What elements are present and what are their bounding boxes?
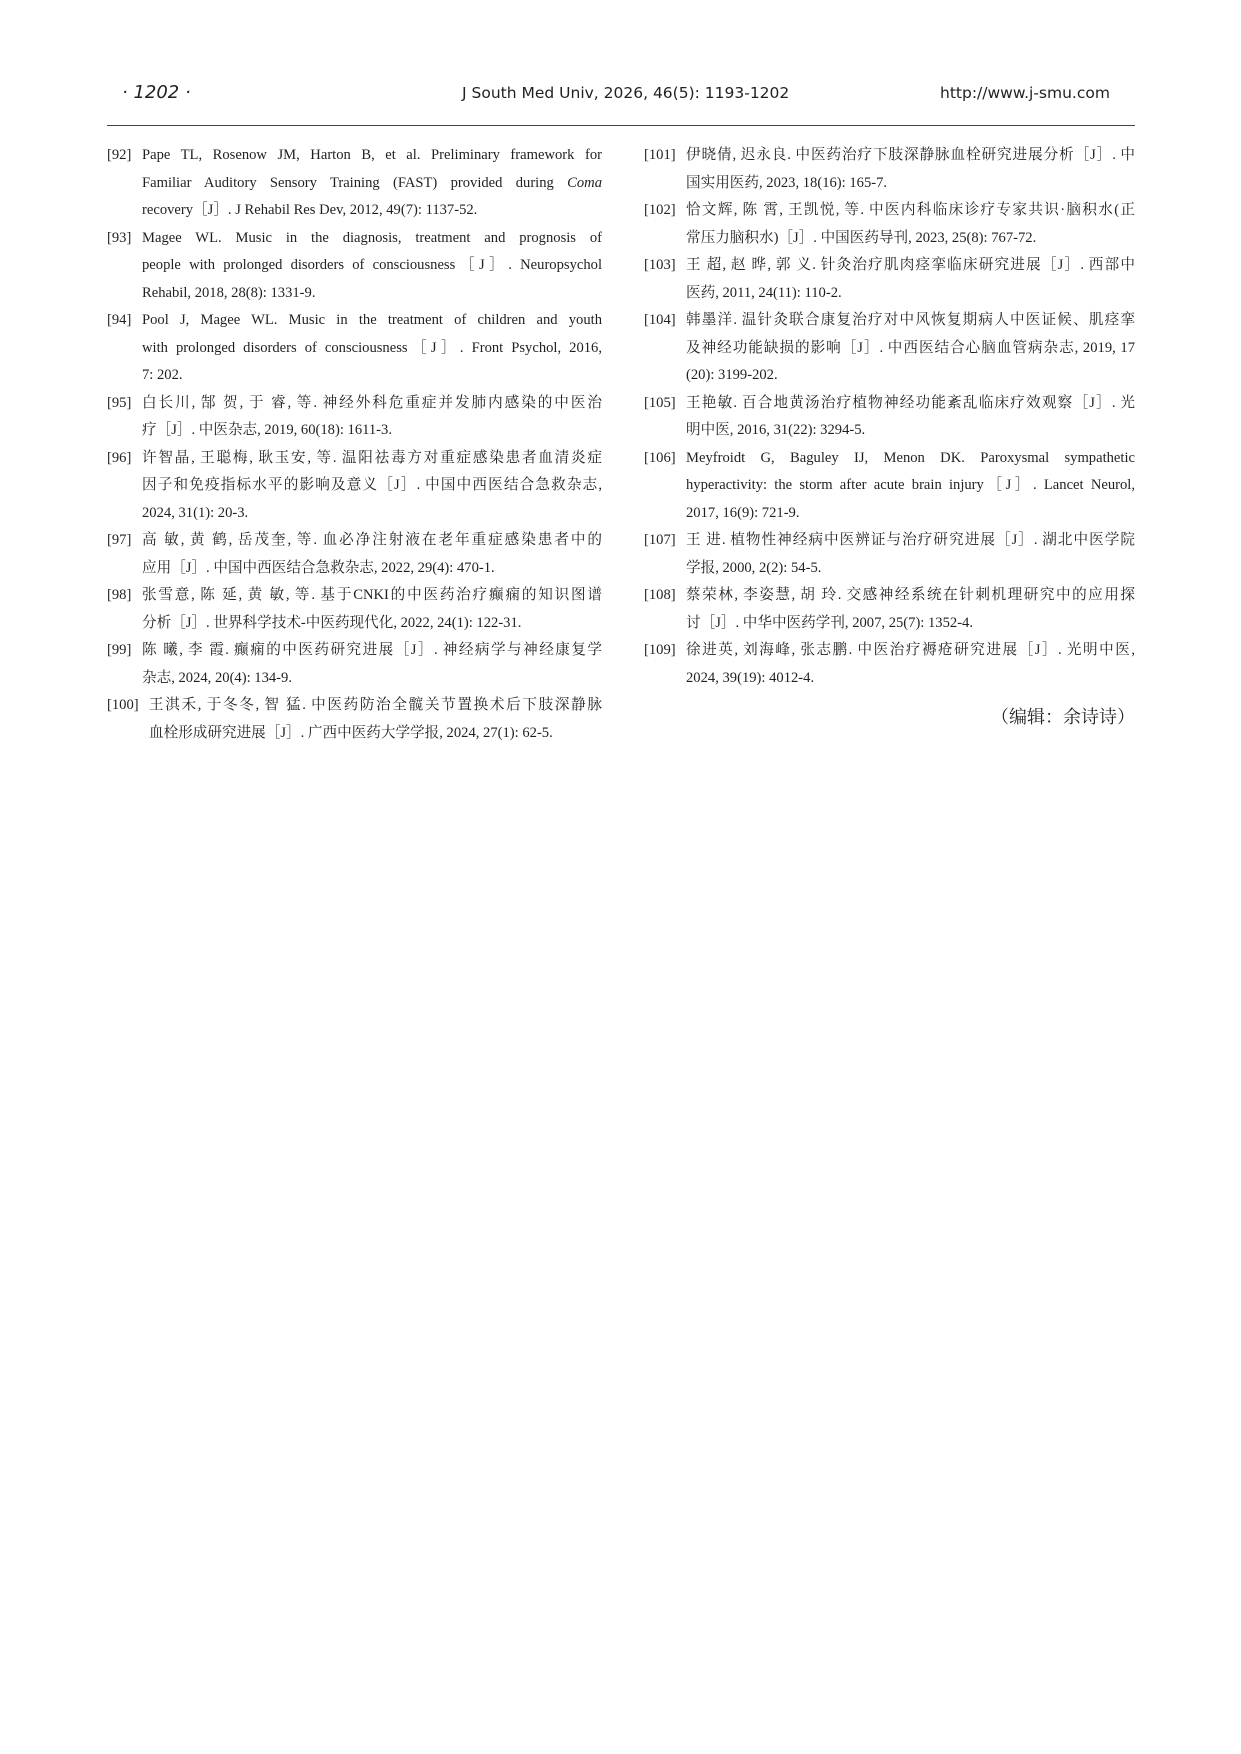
reference-item — [107, 390, 602, 445]
reference-line: (20): 3199-202. — [686, 367, 778, 383]
reference-line: 及神经功能缺损的影响［J］. 中西医结合心脑血管病杂志, 2019, 17 — [686, 339, 1135, 356]
reference-italic-term: Coma — [567, 174, 602, 191]
reference-line: 应用［J］. 中国中西医结合急救杂志, 2022, 29(4): 470-1. — [142, 559, 495, 576]
reference-number: [93] — [107, 229, 132, 246]
reference-number: [109] — [644, 642, 676, 658]
reference-line: 蔡荣林, 李姿慧, 胡 玲. 交感神经系统在针刺机理研究中的应用探 — [686, 587, 1135, 603]
reference-line: 分析［J］. 世界科学技术-中医药现代化, 2022, 24(1): 122-31. — [142, 614, 522, 631]
reference-line: people with prolonged disorders of consciousness［J］. Neuropsychol — [142, 257, 602, 273]
reference-number: [94] — [107, 312, 132, 328]
editor-note: （编辑：余诗诗） — [991, 707, 1135, 728]
reference-item — [107, 637, 602, 692]
reference-line: 伊晓倩, 迟永良. 中医药治疗下肢深静脉血栓研究进展分析［J］. 中 — [686, 147, 1135, 163]
reference-number: [98] — [107, 587, 132, 603]
reference-item — [644, 307, 1135, 390]
reference-line: 国实用医药, 2023, 18(16): 165-7. — [686, 174, 888, 191]
reference-number: [108] — [644, 587, 676, 603]
reference-item — [644, 445, 1135, 528]
reference-number: [102] — [644, 202, 676, 218]
reference-line: 2024, 39(19): 4012-4. — [686, 669, 815, 686]
reference-line: 7: 202. — [142, 367, 183, 383]
header-rule — [107, 125, 1135, 126]
reference-line: 王 超, 赵 晔, 郭 义. 针灸治疗肌肉痉挛临床研究进展［J］. 西部中 — [686, 257, 1135, 273]
reference-line: 医药, 2011, 24(11): 110-2. — [686, 284, 842, 301]
page-number: · 1202 · — [122, 82, 191, 103]
reference-column-left — [107, 142, 602, 747]
reference-item — [107, 307, 602, 390]
reference-line: 因子和免疫指标水平的影响及意义［J］. 中国中西医结合急救杂志, — [142, 477, 602, 493]
reference-item — [107, 582, 602, 637]
reference-line: 张雪意, 陈 延, 黄 敏, 等. 基于CNKI的中医药治疗癫痫的知识图谱 — [142, 587, 602, 603]
reference-line: 徐进英, 刘海峰, 张志鹏. 中医治疗褥疮研究进展［J］. 光明中医, — [686, 642, 1135, 658]
reference-number: [97] — [107, 532, 132, 548]
reference-line: with prolonged disorders of consciousness［J］. Front Psychol, 2016, — [142, 339, 602, 356]
reference-line: 高 敏, 黄 鹤, 岳茂奎, 等. 血必净注射液在老年重症感染患者中的 — [142, 532, 602, 548]
reference-item — [644, 142, 1135, 197]
reference-number: [107] — [644, 532, 676, 548]
reference-column-right — [644, 142, 1135, 732]
reference-text: Familiar Auditory Sensory Training (FAST) provided during — [142, 174, 568, 191]
reference-item — [644, 252, 1135, 307]
reference-number: [100] — [107, 697, 139, 713]
reference-item — [107, 692, 602, 747]
reference-item — [644, 527, 1135, 582]
reference-number: [105] — [644, 394, 676, 411]
reference-line: Rehabil, 2018, 28(8): 1331-9. — [142, 284, 316, 301]
reference-line: 白长川, 郜 贺, 于 睿, 等. 神经外科危重症并发肺内感染的中医治 — [142, 394, 602, 411]
reference-line: 王 进. 植物性神经病中医辨证与治疗研究进展［J］. 湖北中医学院 — [686, 532, 1135, 548]
reference-number: [92] — [107, 147, 132, 163]
reference-line: 王艳敏. 百合地黄汤治疗植物神经功能紊乱临床疗效观察［J］. 光 — [686, 394, 1135, 411]
reference-item — [107, 445, 602, 528]
reference-line: Meyfroidt G, Baguley IJ, Menon DK. Paroxysmal sympathetic — [686, 449, 1135, 466]
reference-line: 2024, 31(1): 20-3. — [142, 504, 249, 521]
reference-line: 明中医, 2016, 31(22): 3294-5. — [686, 422, 866, 438]
reference-line: 王淇禾, 于冬冬, 智 猛. 中医药防治全髋关节置换术后下肢深静脉 — [149, 697, 602, 713]
reference-number: [95] — [107, 394, 132, 411]
reference-line — [142, 170, 602, 198]
reference-item — [644, 197, 1135, 252]
reference-line: Pape TL, Rosenow JM, Harton B, et al. Preliminary framework for — [142, 147, 602, 163]
reference-line: 常压力脑积水)［J］. 中国医药导刊, 2023, 25(8): 767-72. — [686, 229, 1037, 246]
reference-line: 学报, 2000, 2(2): 54-5. — [686, 559, 822, 576]
reference-line: recovery［J］. J Rehabil Res Dev, 2012, 49(7): 1137-52. — [142, 202, 478, 218]
reference-item — [107, 142, 602, 225]
reference-line: Pool J, Magee WL. Music in the treatment of children and youth — [142, 312, 602, 328]
reference-line: 许智晶, 王聪梅, 耿玉安, 等. 温阳祛毒方对重症感染患者血清炎症 — [142, 449, 602, 466]
reference-line: 陈 曦, 李 霞. 癫痫的中医药研究进展［J］. 神经病学与神经康复学 — [142, 642, 602, 658]
reference-number: [106] — [644, 449, 676, 466]
reference-number: [103] — [644, 257, 676, 273]
reference-line: 血栓形成研究进展［J］. 广西中医药大学学报, 2024, 27(1): 62-5. — [149, 724, 553, 741]
journal-citation: J South Med Univ, 2026, 46(5): 1193-1202 — [462, 84, 790, 102]
reference-line: Magee WL. Music in the diagnosis, treatment and prognosis of — [142, 229, 602, 246]
reference-number: [101] — [644, 147, 676, 163]
reference-line: 疗［J］. 中医杂志, 2019, 60(18): 1611-3. — [142, 422, 392, 438]
reference-line: 2017, 16(9): 721-9. — [686, 504, 800, 521]
reference-item — [644, 582, 1135, 637]
reference-number: [96] — [107, 449, 132, 466]
reference-line: 杂志, 2024, 20(4): 134-9. — [142, 669, 292, 686]
reference-line: hyperactivity: the storm after acute brain injury［J］. Lancet Neurol, — [686, 477, 1135, 493]
reference-number: [104] — [644, 312, 676, 328]
reference-item — [644, 637, 1135, 692]
reference-item — [107, 527, 602, 582]
reference-item — [107, 225, 602, 308]
reference-line: 韩墨洋. 温针灸联合康复治疗对中风恢复期病人中医证候、肌痉挛 — [686, 312, 1135, 328]
reference-number: [99] — [107, 642, 132, 658]
reference-item — [644, 390, 1135, 445]
journal-url: http://www.j-smu.com — [940, 84, 1110, 102]
reference-line: 恰文辉, 陈 霄, 王凯悦, 等. 中医内科临床诊疗专家共识·脑积水(正 — [686, 202, 1135, 218]
reference-line: 讨［J］. 中华中医药学刊, 2007, 25(7): 1352-4. — [686, 614, 974, 631]
